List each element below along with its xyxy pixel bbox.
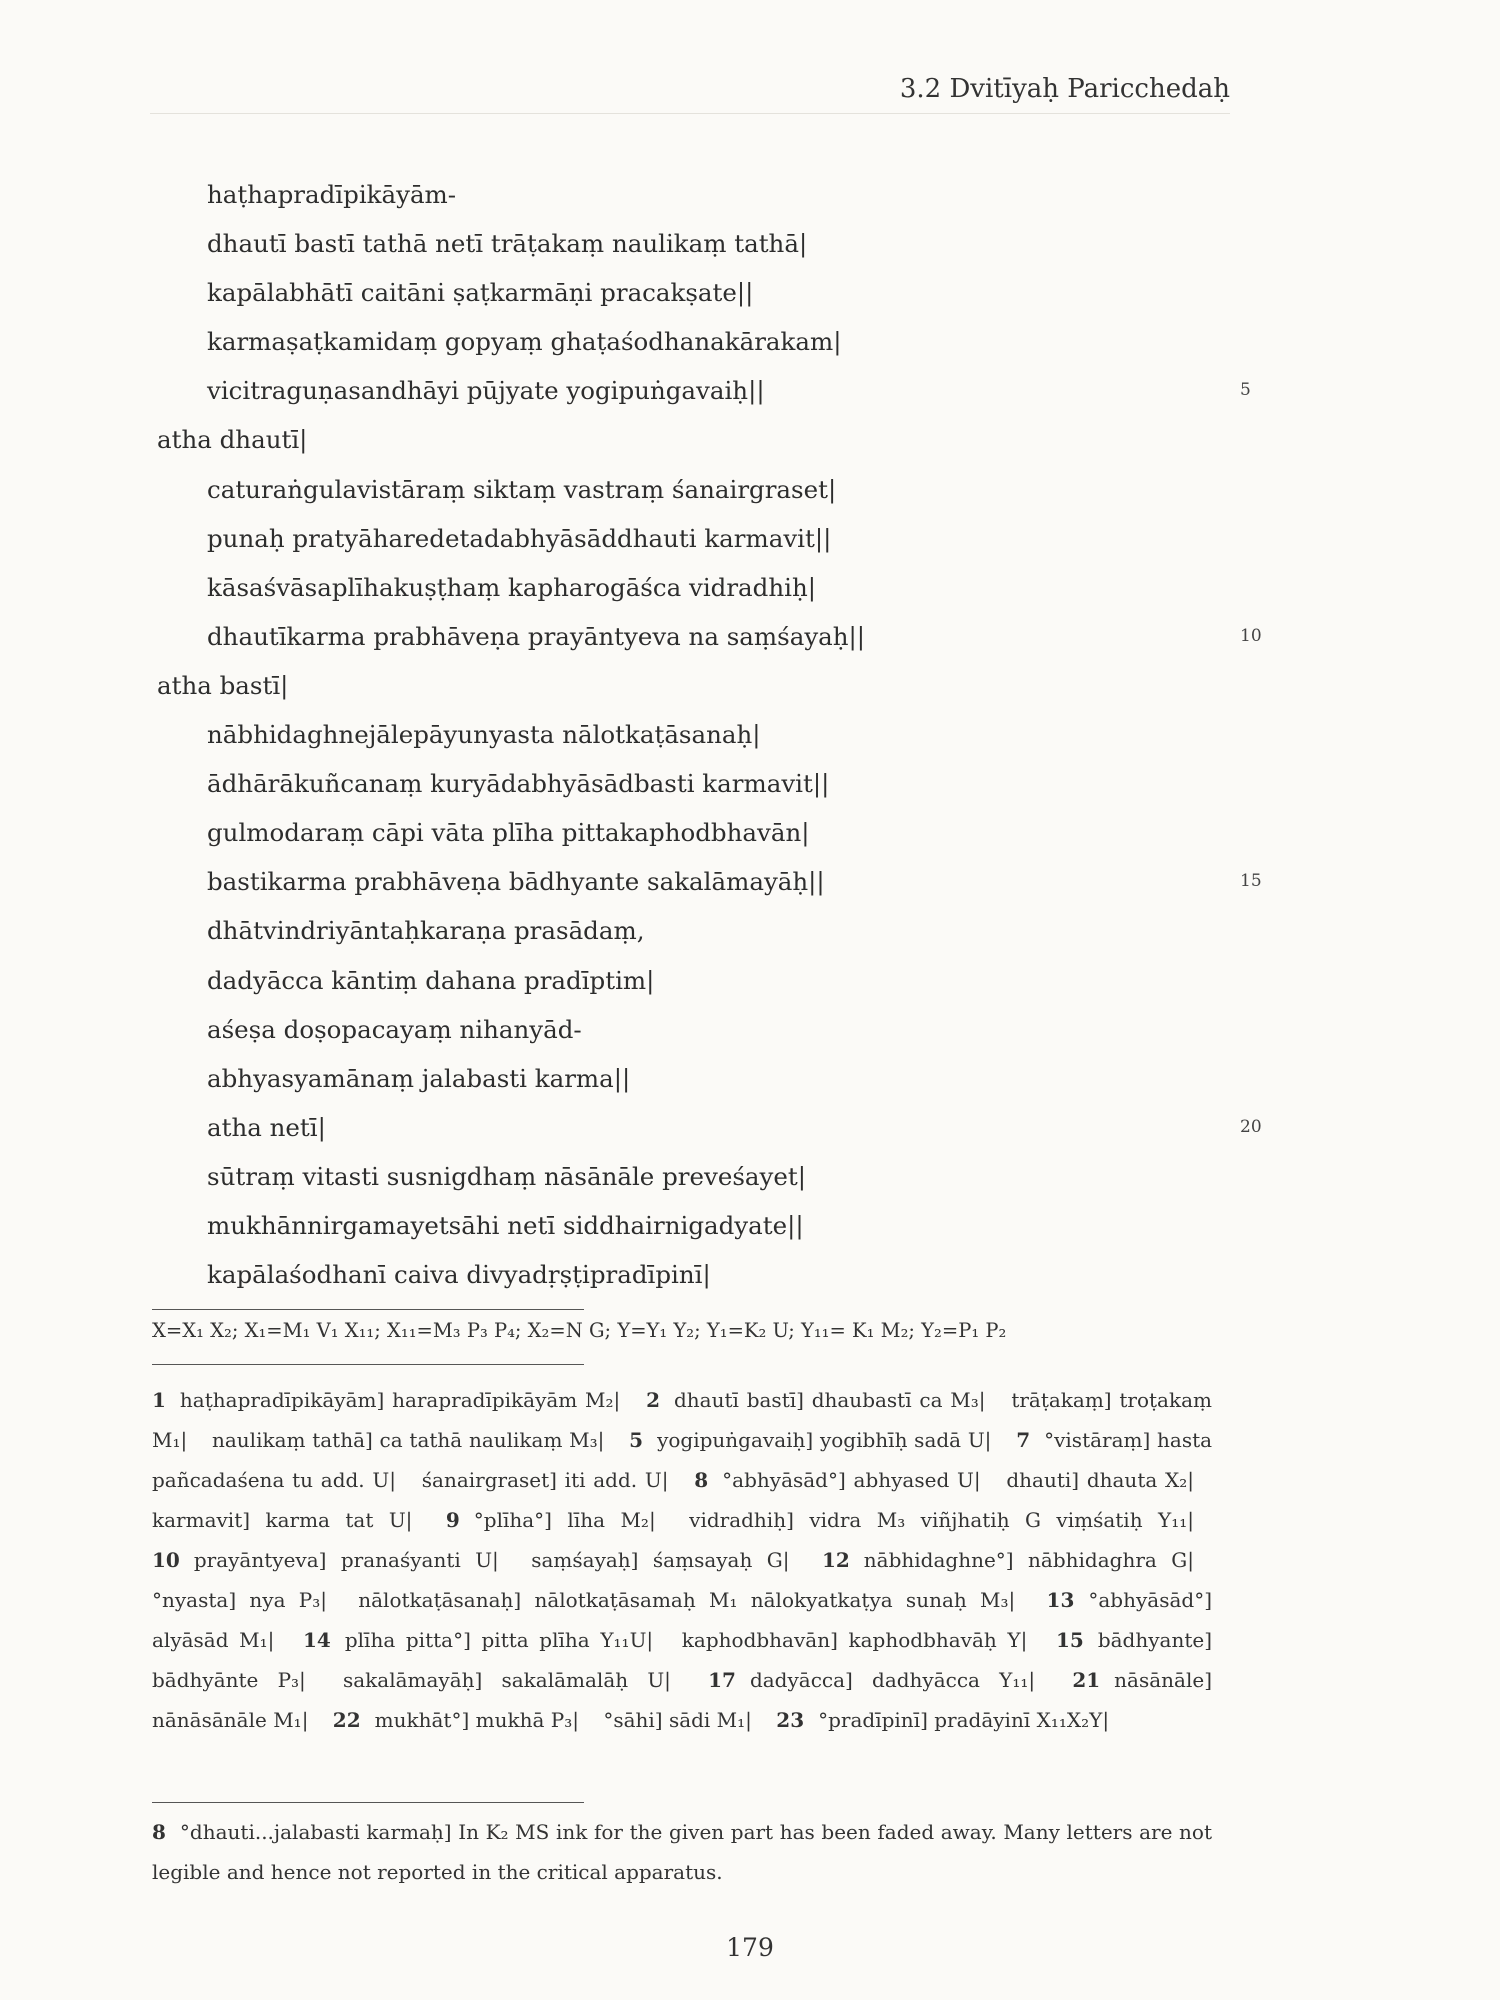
verse-text: kapālabhātī caitāni ṣaṭkarmāṇi pracakṣate|| xyxy=(207,278,754,308)
apparatus-line-number: 1 xyxy=(152,1388,166,1412)
apparatus-line-number: 5 xyxy=(629,1428,644,1452)
apparatus-line-number: 7 xyxy=(1016,1428,1031,1452)
apparatus-line-number: 14 xyxy=(303,1628,331,1652)
verse-line xyxy=(0,465,1500,514)
apparatus-entry: plīha pitta°] pitta plīha Y₁₁U| xyxy=(344,1628,654,1652)
header-rule xyxy=(150,113,1230,114)
apparatus-entry: °sāhi] sādi M₁| xyxy=(603,1708,752,1732)
verse-line xyxy=(0,857,1500,906)
apparatus-entry: °abhyāsād°] abhyased U| xyxy=(722,1468,981,1492)
verse-line xyxy=(0,170,1500,219)
running-header: 3.2 Dvitīyaḥ Paricchedaḥ xyxy=(899,74,1230,104)
page-number: 179 xyxy=(726,1933,774,1962)
apparatus-entry: dhauti] dhauta X₂| xyxy=(1006,1468,1195,1492)
verse-text: vicitraguṇasandhāyi pūjyate yogipuṅgavaiḥ|| xyxy=(207,376,765,406)
line-number: 5 xyxy=(1240,380,1251,401)
verse-line xyxy=(0,219,1500,268)
line-number: 10 xyxy=(1240,625,1262,646)
apparatus-line-number: 13 xyxy=(1046,1588,1075,1612)
verse-line xyxy=(0,1103,1500,1152)
apparatus-line-number: 22 xyxy=(332,1708,361,1732)
verse-line xyxy=(0,956,1500,1005)
footnote-number: 8 xyxy=(152,1820,166,1844)
verse-text: ādhārākuñcanaṃ kuryādabhyāsādbasti karmavit|| xyxy=(207,769,830,799)
verse-line xyxy=(0,612,1500,661)
apparatus-entry: vidradhiḥ] vidra M₃ viñjhatiḥ G viṃśatiḥ Y₁₁| xyxy=(689,1508,1194,1532)
verse-text: karmaṣaṭkamidaṃ gopyaṃ ghaṭaśodhanakārakam| xyxy=(207,327,842,357)
apparatus-entry: trāṭakaṃ] troṭakaṃ M₁| xyxy=(152,1388,1212,1452)
verse-text-block xyxy=(0,170,1500,1299)
apparatus-entry: nāsānāle] nānāsānāle M₁| xyxy=(152,1668,1213,1732)
apparatus-entry: śanairgraset] iti add. U| xyxy=(421,1468,669,1492)
verse-line xyxy=(0,906,1500,955)
apparatus-line-number: 15 xyxy=(1055,1628,1084,1652)
apparatus-entry: dadyācca] dadhyācca Y₁₁| xyxy=(749,1668,1036,1692)
verse-text: bastikarma prabhāveṇa bādhyante sakalāmayāḥ|| xyxy=(207,867,825,897)
apparatus-entry: °vistāraṃ] hasta pañcadaśena tu add. U| xyxy=(152,1428,1213,1492)
apparatus-entry: naulikaṃ tathā] ca tathā naulikaṃ M₃| xyxy=(211,1428,605,1452)
apparatus-entry: °abhyāsād°] alyāsād M₁| xyxy=(152,1588,1212,1652)
sigla-rule xyxy=(152,1309,584,1310)
verse-text: kāsaśvāsaplīhakuṣṭhaṃ kapharogāśca vidradhiḥ| xyxy=(207,572,816,602)
apparatus-entry: prayāntyeva] pranaśyanti U| xyxy=(193,1548,499,1572)
apparatus-line-number: 23 xyxy=(776,1708,805,1732)
apparatus-entry: sakalāmayāḥ] sakalāmalāḥ U| xyxy=(342,1668,671,1692)
verse-text: dhātvindriyāntaḥkaraṇa prasādaṃ, xyxy=(207,916,645,946)
verse-text: abhyasyamānaṃ jalabasti karma|| xyxy=(207,1063,631,1093)
verse-line xyxy=(0,1250,1500,1299)
apparatus-line-number: 8 xyxy=(694,1468,709,1492)
verse-line xyxy=(0,661,1500,710)
footnote-text: °dhauti...jalabasti karmaḥ] In K₂ MS ink for the given part has been faded away. Many letters are not legible and hence not reported in the critical apparatus. xyxy=(152,1820,1212,1884)
verse-line xyxy=(0,710,1500,759)
verse-text: aśeṣa doṣopacayaṃ nihanyād- xyxy=(207,1014,582,1044)
verse-text: mukhānnirgamayetsāhi netī siddhairnigadyate|| xyxy=(207,1210,804,1240)
verse-line xyxy=(0,415,1500,464)
sigla-line: X=X₁ X₂; X₁=M₁ V₁ X₁₁; X₁₁=M₃ P₃ P₄; X₂=N G; Y=Y₁ Y₂; Y₁=K₂ U; Y₁₁= K₁ M₂; Y₂=P₁ P₂ xyxy=(152,1319,1007,1342)
apparatus-entry: haṭhapradīpikāyām] harapradīpikāyām M₂| xyxy=(179,1388,621,1412)
apparatus-entry: °plīha°] līha M₂| xyxy=(473,1508,656,1532)
verse-line xyxy=(0,366,1500,415)
apparatus-entry: karmavit] karma tat U| xyxy=(152,1508,413,1532)
verse-text: caturaṅgulavistāraṃ siktaṃ vastraṃ śanairgraset| xyxy=(207,474,837,504)
apparatus-entry: °pradīpinī] pradāyinī X₁₁X₂Y| xyxy=(818,1708,1110,1732)
apparatus-entry: yogipuṅgavaiḥ] yogibhīḥ sadā U| xyxy=(657,1428,992,1452)
apparatus-entry: saṃśayaḥ] śaṃsayaḥ G| xyxy=(531,1548,790,1572)
verse-line xyxy=(0,808,1500,857)
verse-line xyxy=(0,514,1500,563)
apparatus-entry: nālotkaṭāsanaḥ] nālotkaṭāsamaḥ M₁ nālokyatkaṭya sunaḥ M₃| xyxy=(358,1588,1016,1612)
apparatus-line-number: 9 xyxy=(445,1508,460,1532)
verse-text: gulmodaraṃ cāpi vāta plīha pittakaphodbhavān| xyxy=(207,818,810,848)
apparatus-line-number: 21 xyxy=(1072,1668,1101,1692)
verse-line xyxy=(0,563,1500,612)
verse-text: nābhidaghnejālepāyunyasta nālotkaṭāsanaḥ| xyxy=(207,720,761,750)
verse-text: sūtraṃ vitasti susnigdhaṃ nāsānāle preveśayet| xyxy=(207,1161,806,1191)
critical-apparatus xyxy=(152,1380,1212,1740)
apparatus-line-number: 10 xyxy=(152,1548,180,1572)
verse-text: haṭhapradīpikāyām- xyxy=(207,180,457,209)
apparatus-entry: kaphodbhavān] kaphodbhavāḥ Y| xyxy=(681,1628,1028,1652)
footnote-rule xyxy=(152,1802,584,1803)
verse-text: atha netī| xyxy=(207,1112,326,1142)
verse-text: dadyācca kāntiṃ dahana pradīptim| xyxy=(207,965,655,995)
verse-line xyxy=(0,268,1500,317)
apparatus-line-number: 2 xyxy=(646,1388,660,1412)
apparatus-entry: dhautī bastī] dhaubastī ca M₃| xyxy=(674,1388,986,1412)
verse-text: dhautīkarma prabhāveṇa prayāntyeva na saṃśayaḥ|| xyxy=(207,621,866,651)
line-number: 15 xyxy=(1240,871,1262,892)
apparatus-entry: nābhidaghne°] nābhidaghra G| xyxy=(863,1548,1194,1572)
apparatus-entry: mukhāt°] mukhā P₃| xyxy=(374,1708,579,1732)
verse-text: atha dhautī| xyxy=(157,425,308,455)
line-number: 20 xyxy=(1240,1116,1262,1137)
verse-text: dhautī bastī tathā netī trāṭakaṃ naulikaṃ tathā| xyxy=(207,229,808,259)
verse-text: atha bastī| xyxy=(157,670,289,700)
verse-text: kapālaśodhanī caiva divyadṛṣṭipradīpinī| xyxy=(207,1260,711,1290)
apparatus-entry: bādhyante] bādhyānte P₃| xyxy=(152,1628,1213,1692)
apparatus-line-number: 12 xyxy=(821,1548,850,1572)
verse-line xyxy=(0,317,1500,366)
verse-line xyxy=(0,759,1500,808)
verse-text: punaḥ pratyāharedetadabhyāsāddhauti karmavit|| xyxy=(207,523,832,553)
apparatus-entry: °nyasta] nya P₃| xyxy=(152,1588,327,1612)
verse-line xyxy=(0,1201,1500,1250)
verse-line xyxy=(0,1005,1500,1054)
verse-line xyxy=(0,1054,1500,1103)
verse-line xyxy=(0,1152,1500,1201)
apparatus-rule xyxy=(152,1364,584,1365)
footnote xyxy=(152,1812,1212,1892)
apparatus-line-number: 17 xyxy=(708,1668,736,1692)
